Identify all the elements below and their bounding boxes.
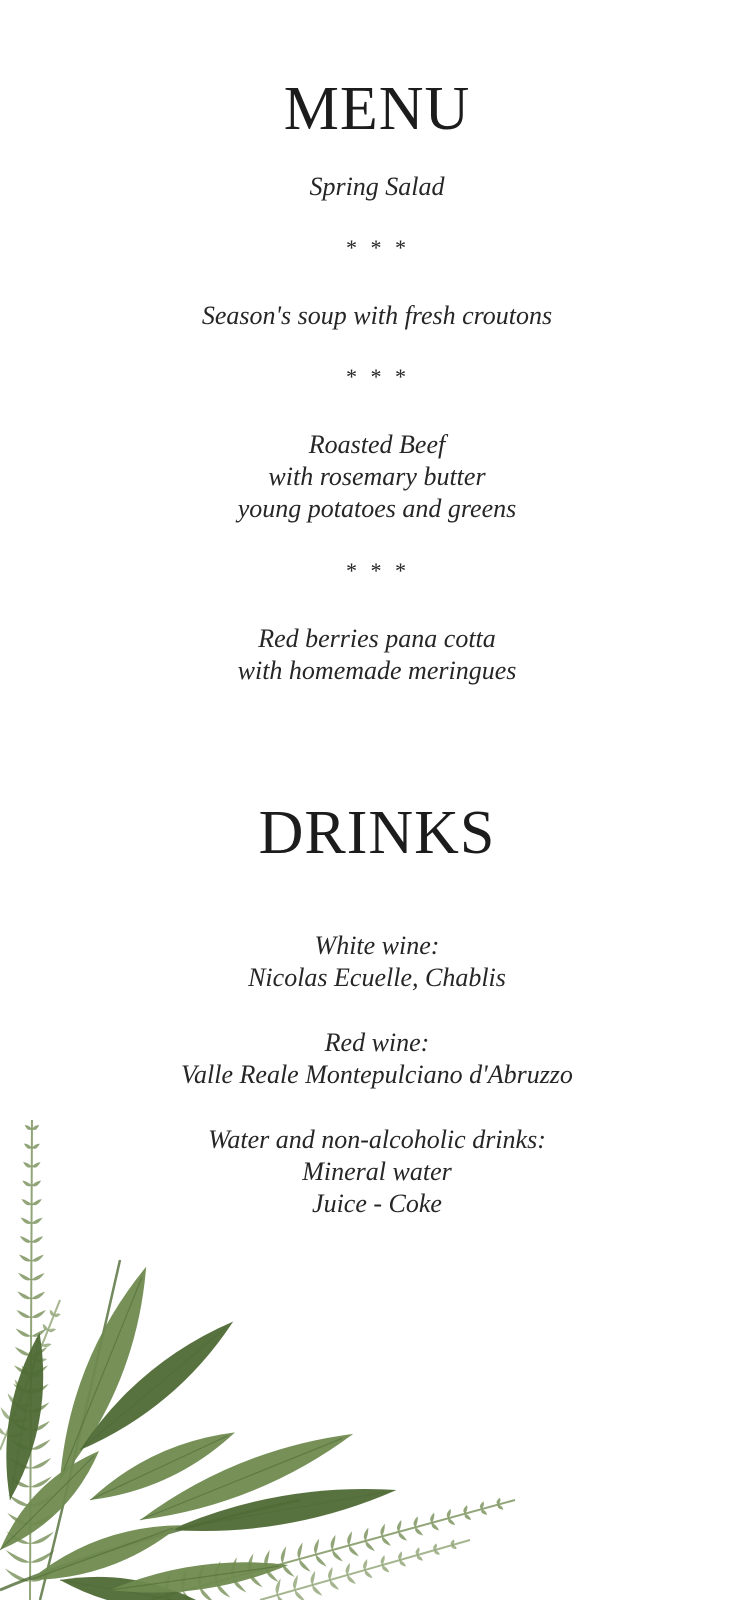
fern-leaves-icon	[0, 1120, 560, 1600]
course-1-line-1: Spring Salad	[309, 172, 445, 201]
drinks-heading: DRINKS	[258, 799, 496, 867]
fern-fronds	[0, 1120, 515, 1600]
course-separator-3: * * *	[345, 558, 409, 583]
fern-frond	[260, 1540, 470, 1600]
course-3-line-2: with rosemary butter	[268, 462, 486, 491]
drink-white-value: Nicolas Ecuelle, Chablis	[248, 963, 506, 992]
drink-water-value-1: Mineral water	[302, 1157, 452, 1186]
course-3-line-1: Roasted Beef	[308, 430, 446, 459]
course-4-line-2: with homemade meringues	[237, 656, 517, 685]
course-3-line-3: young potatoes and greens	[237, 494, 517, 523]
course-4-line-1: Red berries pana cotta	[258, 624, 496, 653]
course-separator-1: * * *	[345, 235, 409, 260]
leaf	[43, 1260, 163, 1487]
drink-water-value-2: Juice - Coke	[312, 1189, 442, 1218]
menu-heading: MENU	[283, 75, 471, 143]
course-separator-2: * * *	[345, 364, 409, 389]
drink-red-label: Red wine:	[324, 1028, 430, 1057]
drink-white-label: White wine:	[314, 931, 440, 960]
drink-water-label: Water and non-alcoholic drinks:	[208, 1125, 546, 1154]
course-2-line-1: Season's soup with fresh croutons	[201, 301, 553, 330]
drink-red-value: Valle Reale Montepulciano d'Abruzzo	[181, 1060, 573, 1089]
